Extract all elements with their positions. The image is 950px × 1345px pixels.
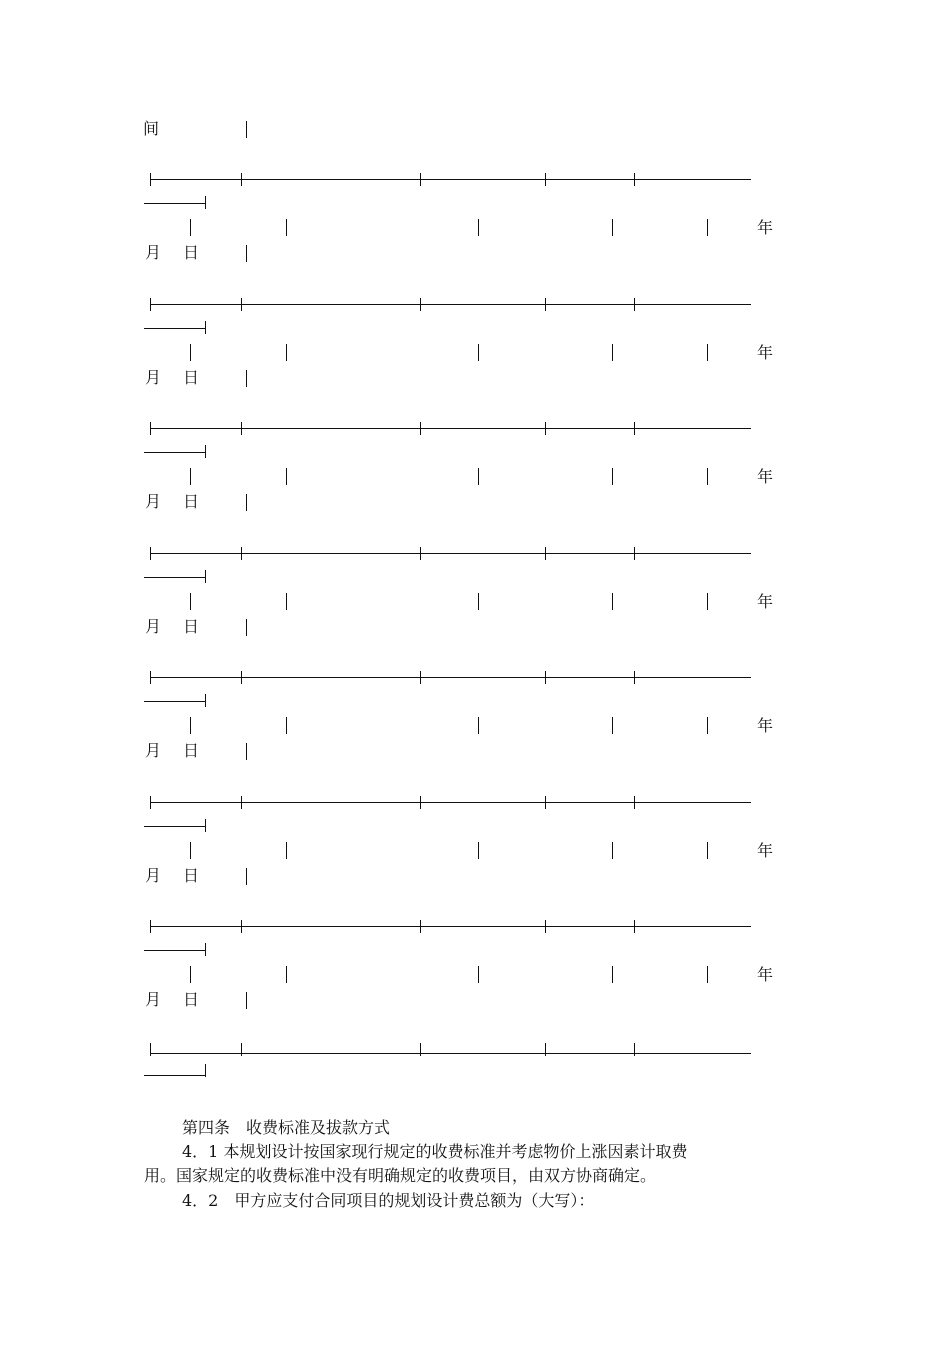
row-border-tick: [241, 920, 242, 933]
month-label: 月: [145, 990, 162, 1009]
row-continuation-line: [144, 328, 206, 329]
row-border-tick: [545, 298, 546, 311]
paragraph-4-1-line-1: 4．1 本规划设计按国家现行规定的收费标准并考虑物价上涨因素计取费: [182, 1142, 688, 1161]
row-border-tick: [150, 173, 151, 186]
row-border-tick: [241, 671, 242, 684]
row-border-tick: [545, 671, 546, 684]
row-border-tick: [150, 547, 151, 560]
column-separator: [478, 468, 479, 485]
year-label: 年: [757, 467, 774, 486]
paragraph-4-1-line-2: 用。国家规定的收费标准中没有明确规定的收费项目，由双方协商确定。: [144, 1166, 657, 1185]
row-border-tick: [545, 920, 546, 933]
column-separator: [286, 593, 287, 610]
column-separator: [286, 344, 287, 361]
section-heading: 第四条 收费标准及拔款方式: [182, 1118, 391, 1137]
column-separator: [246, 370, 247, 387]
row-continuation-tick: [205, 321, 206, 334]
row-border-tick: [420, 422, 421, 435]
column-separator: [190, 219, 191, 236]
row-continuation-line: [144, 826, 206, 827]
column-separator: [246, 992, 247, 1009]
column-separator: [286, 468, 287, 485]
row-border-tick: [150, 422, 151, 435]
column-separator: [612, 219, 613, 236]
row-border-tick: [634, 920, 635, 933]
column-separator: [707, 468, 708, 485]
column-separator: [707, 717, 708, 734]
day-label: 日: [183, 990, 200, 1009]
row-border-tick: [150, 796, 151, 809]
row-continuation-tick: [205, 445, 206, 458]
row-continuation-tick: [205, 196, 206, 209]
row-border-tick: [150, 671, 151, 684]
month-label: 月: [145, 617, 162, 636]
row-border-tick: [420, 173, 421, 186]
row-continuation-tick: [205, 819, 206, 832]
column-separator: [478, 842, 479, 859]
year-label: 年: [757, 343, 774, 362]
row-border-tick: [241, 796, 242, 809]
column-separator: [246, 245, 247, 262]
column-separator: [478, 593, 479, 610]
column-separator: [190, 593, 191, 610]
row-border-tick: [545, 547, 546, 560]
row-border-tick: [634, 796, 635, 809]
column-separator: [246, 494, 247, 511]
day-label: 日: [183, 866, 200, 885]
row-border-tick: [150, 298, 151, 311]
column-separator: [246, 619, 247, 636]
row-continuation-tick: [205, 570, 206, 583]
column-separator: [286, 842, 287, 859]
row-border-tick: [634, 671, 635, 684]
year-label: 年: [757, 841, 774, 860]
year-label: 年: [757, 218, 774, 237]
column-separator: [612, 344, 613, 361]
day-label: 日: [183, 492, 200, 511]
top-label: 间: [143, 119, 160, 138]
column-separator: [707, 344, 708, 361]
row-border-tick: [634, 173, 635, 186]
row-border-tick: [634, 422, 635, 435]
row-border-tick: [634, 298, 635, 311]
day-label: 日: [183, 243, 200, 262]
row-border-tick: [420, 920, 421, 933]
month-label: 月: [145, 492, 162, 511]
row-border-tick: [241, 422, 242, 435]
column-separator: [707, 966, 708, 983]
row-continuation-line: [144, 577, 206, 578]
year-label: 年: [757, 965, 774, 984]
row-border-tick: [150, 920, 151, 933]
row-continuation-line: [144, 701, 206, 702]
month-label: 月: [145, 368, 162, 387]
column-separator: [190, 344, 191, 361]
row-border-tick: [420, 796, 421, 809]
column-separator: [478, 966, 479, 983]
column-separator: [246, 868, 247, 885]
column-separator: [707, 842, 708, 859]
month-label: 月: [145, 741, 162, 760]
column-separator: [612, 717, 613, 734]
day-label: 日: [183, 368, 200, 387]
row-border-tick: [634, 547, 635, 560]
row-border-tick: [545, 173, 546, 186]
column-separator: [707, 219, 708, 236]
day-label: 日: [183, 617, 200, 636]
year-label: 年: [757, 716, 774, 735]
column-separator: [612, 966, 613, 983]
row-border-tick: [241, 173, 242, 186]
row-border-tick: [545, 422, 546, 435]
column-separator: [612, 468, 613, 485]
paragraph-4-2: 4．2 甲方应支付合同项目的规划设计费总额为（大写）：: [182, 1191, 595, 1210]
column-separator: [286, 219, 287, 236]
column-separator: [478, 344, 479, 361]
row-continuation-line: [144, 950, 206, 951]
column-separator: [707, 593, 708, 610]
row-border-tick: [420, 547, 421, 560]
column-separator: [612, 593, 613, 610]
column-separator: [246, 743, 247, 760]
column-separator: [286, 717, 287, 734]
column-separator: [190, 468, 191, 485]
row-continuation-line: [144, 203, 206, 204]
row-border-tick: [420, 298, 421, 311]
row-continuation-tick: [205, 943, 206, 956]
row-border-tick: [545, 796, 546, 809]
day-label: 日: [183, 741, 200, 760]
column-separator: [286, 966, 287, 983]
column-separator: [190, 842, 191, 859]
row-border-tick: [241, 298, 242, 311]
row-border-tick: [420, 671, 421, 684]
column-separator: [612, 842, 613, 859]
column-separator: [190, 717, 191, 734]
row-continuation-line: [144, 452, 206, 453]
row-continuation-tick: [205, 694, 206, 707]
year-label: 年: [757, 592, 774, 611]
row-border-tick: [241, 547, 242, 560]
table-vertical-bar: [246, 121, 247, 138]
column-separator: [190, 966, 191, 983]
month-label: 月: [145, 866, 162, 885]
month-label: 月: [145, 243, 162, 262]
column-separator: [478, 717, 479, 734]
column-separator: [478, 219, 479, 236]
